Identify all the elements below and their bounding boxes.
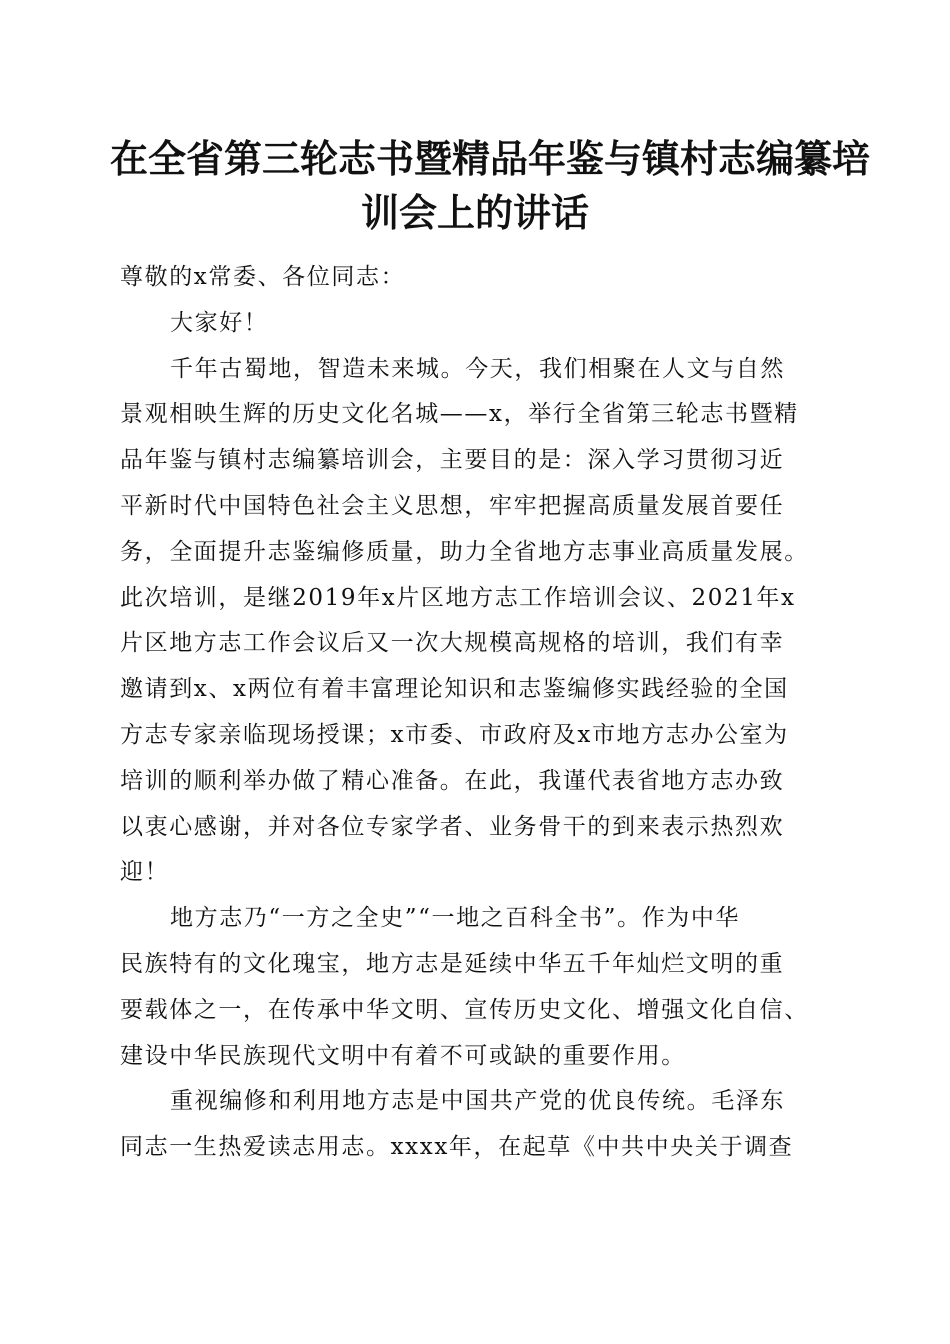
paragraph-greeting bbox=[120, 301, 845, 347]
text-line: 此次培训，是继2019年x片区地方志工作培训会议、2021年x bbox=[120, 584, 796, 611]
text-line: 地方志乃“一方之全史”“一地之百科全书”。作为中华 bbox=[170, 905, 741, 932]
text-line: 千年古蜀地，智造未来城。今天，我们相聚在人文与自然 bbox=[170, 355, 785, 382]
text-line: 务，全面提升志鉴编修质量，助力全省地方志事业高质量发展。 bbox=[120, 538, 809, 565]
text-line: 平新时代中国特色社会主义思想，牢牢把握高质量发展首要任 bbox=[120, 492, 785, 519]
document-title bbox=[110, 132, 871, 240]
text-line: 邀请到x、x两位有着丰富理论知识和志鉴编修实践经验的全国 bbox=[120, 676, 789, 703]
text-line: 品年鉴与镇村志编纂培训会，主要目的是：深入学习贯彻习近 bbox=[120, 447, 785, 474]
paragraph-party-tradition bbox=[120, 1079, 845, 1171]
text-line: 民族特有的文化瑰宝，地方志是延续中华五千年灿烂文明的重 bbox=[120, 950, 785, 977]
salutation: 尊敬的x常委、各位同志： bbox=[120, 264, 406, 290]
text-line: 景观相映生辉的历史文化名城——x，举行全省第三轮志书暨精 bbox=[120, 401, 799, 428]
paragraph-opening bbox=[120, 347, 845, 897]
text-line: 大家好！ bbox=[170, 309, 269, 336]
title-line: 训会上的讲话 bbox=[360, 190, 589, 235]
text-line: 同志一生热爱读志用志。xxxx年，在起草《中共中央关于调查 bbox=[120, 1134, 794, 1161]
title-line: 在全省第三轮志书暨精品年鉴与镇村志编纂培 bbox=[110, 136, 871, 181]
text-line: 迎！ bbox=[120, 859, 170, 886]
text-line: 要载体之一，在传承中华文明、宣传历史文化、增强文化自信、 bbox=[120, 996, 809, 1023]
text-line: 重视编修和利用地方志是中国共产党的优良传统。毛泽东 bbox=[170, 1088, 785, 1115]
paragraph-local-chronicles bbox=[120, 896, 845, 1079]
speech-body bbox=[120, 255, 845, 1171]
text-line: 培训的顺利举办做了精心准备。在此，我谨代表省地方志办致 bbox=[120, 767, 785, 794]
text-line: 建设中华民族现代文明中有着不可或缺的重要作用。 bbox=[120, 1042, 686, 1069]
text-line: 方志专家亲临现场授课；x市委、市政府及x市地方志办公室为 bbox=[120, 721, 789, 748]
text-line: 以衷心感谢，并对各位专家学者、业务骨干的到来表示热烈欢 bbox=[120, 813, 785, 840]
text-line: 片区地方志工作会议后又一次大规模高规格的培训，我们有幸 bbox=[120, 630, 785, 657]
